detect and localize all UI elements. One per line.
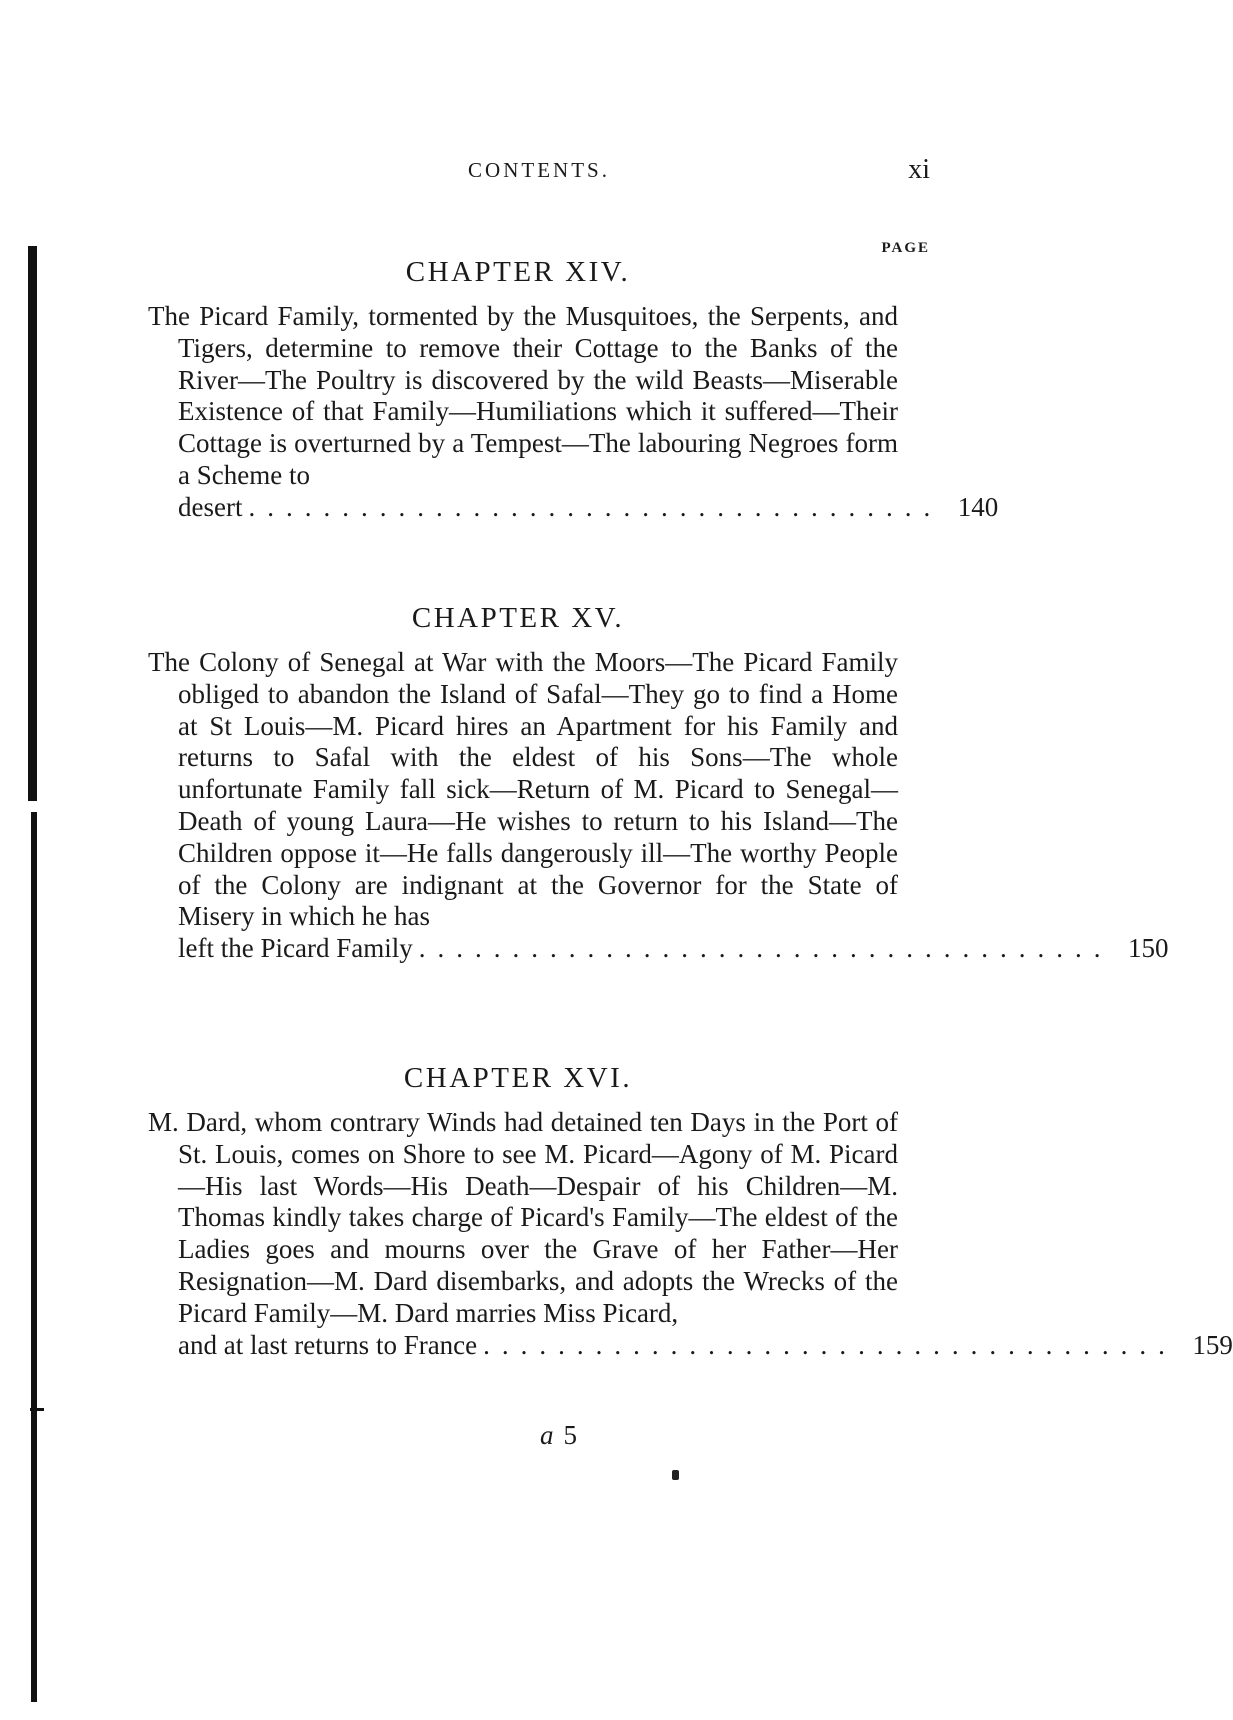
folio-number: xi [908,154,930,185]
chapter-last-line-text: and at last returns to France [178,1329,478,1360]
page-column-label: PAGE [881,240,930,256]
scan-edge-lower [31,812,37,1702]
signature-mark [540,1420,577,1451]
dot-leader: ..................................... [483,1329,1177,1360]
chapter-heading: CHAPTER XV. [411,602,625,634]
dot-leader: ..................................... [248,491,943,522]
scan-edge-upper [28,246,37,801]
chapter-last-line-text: left the Picard Family [178,933,413,964]
chapter-last-line-text: desert [178,491,243,522]
chapter-entry [148,602,1169,965]
chapter-page-number: 159 [1192,1329,1233,1360]
chapter-page-number: 140 [957,491,999,522]
chapter-summary: M. Dard, whom contrary Winds had detained ten Days in the Port of St. Louis, comes on Shore to see M. Picard—Agony of M. Picard—His last Words—His Death—Despair of his Children—M. Thomas kindly takes charge of Picard's Family—The eldest of the Ladies goes and mourns over the Grave of her Father—Her Resignation—M. Dard disembarks, and adopts the Wrecks of the Picard Family—M. Dard marries Miss Picard, [148,1107,898,1328]
ink-spot [672,1470,679,1480]
scan-edge-tick [30,1408,44,1411]
chapter-last-line [148,1329,1233,1362]
signature-letter: a [540,1420,554,1450]
chapter-last-line [148,491,999,524]
chapter-entry [148,1062,1233,1361]
chapter-entry [148,256,999,524]
running-title: CONTENTS. [468,158,610,182]
chapter-heading: CHAPTER XVI. [403,1062,633,1094]
chapter-page-number: 150 [1127,933,1169,964]
chapter-last-line [148,933,1169,965]
chapter-summary: The Colony of Senegal at War with the Moors—The Picard Family obliged to abandon the Island of Safal—They go to find a Home at St Louis—M. Picard hires an Apartment for his Family and returns to Safal with the eldest of his Sons—The whole unfortunate Family fall sick—Return of M. Picard to Senegal—Death of young Laura—He wishes to return to his Island—The Children oppose it—He falls dangerously ill—The worthy People of the Colony are indignant at the Governor for the State of Misery in which he has [148,647,898,932]
dot-leader: ..................................... [418,933,1113,964]
chapter-heading: CHAPTER XIV. [405,256,631,288]
signature-number: 5 [563,1420,577,1450]
chapter-summary: The Picard Family, tormented by the Musquitoes, the Serpents, and Tigers, determine to remove their Cottage to the Banks of the River—The Poultry is discovered by the wild Beasts—Miserable Existence of that Family—Humiliations which it suffered—Their Cottage is overturned by a Tempest—The labouring Negroes form a Scheme to [148,301,898,490]
running-head [148,154,930,198]
